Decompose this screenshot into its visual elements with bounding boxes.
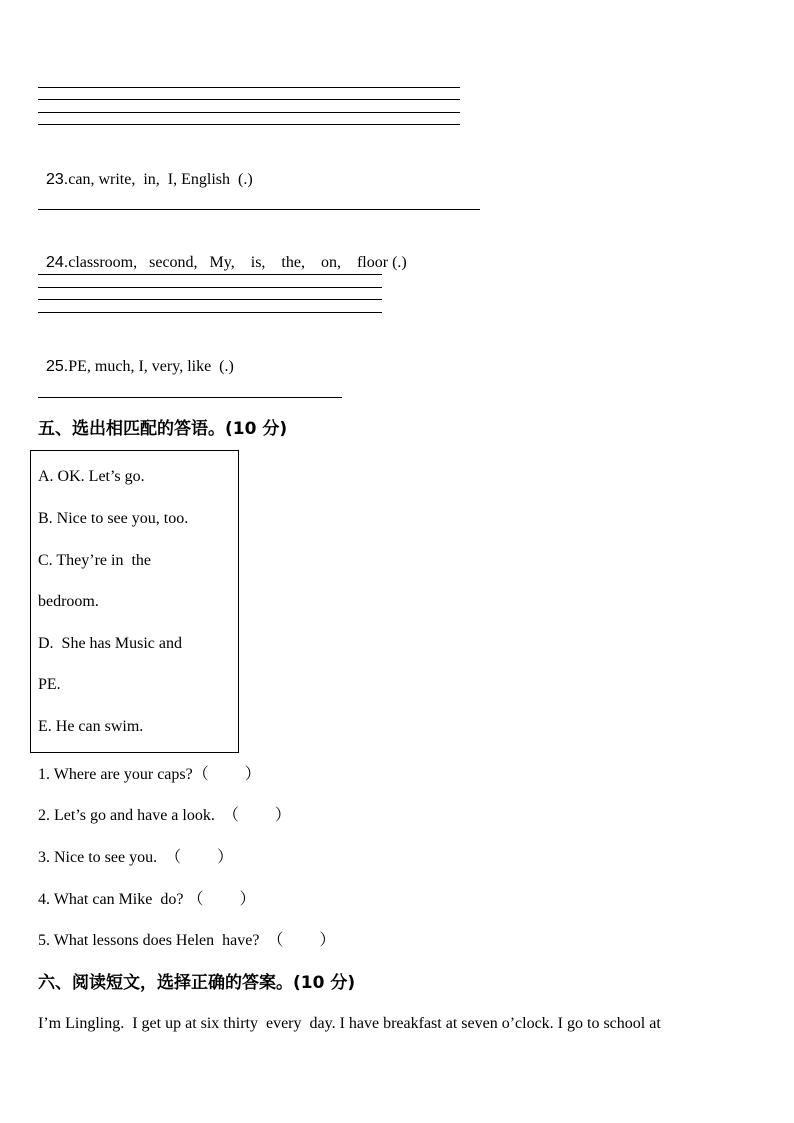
question-23 [38,150,253,190]
question-24 [38,233,407,273]
question-25 [38,337,234,377]
answer-line [38,274,382,275]
option-c-cont: bedroom. [38,593,99,610]
match-question-5: 5. What lessons does Helen have? （ ） [38,932,336,949]
question-number: 25. [46,358,69,375]
answer-line [38,99,460,100]
answer-line [38,299,382,300]
option-c: C. They’re in the [38,552,152,569]
question-text: can, write, in, I, English (.) [68,171,253,188]
answer-line [38,209,480,210]
reading-passage: I’m Lingling. I get up at six thirty every day. I have breakfast at seven o’clock. I go to school at [38,1015,661,1032]
answer-line [38,112,460,113]
answer-line [38,287,382,288]
match-question-3: 3. Nice to see you. （ ） [38,849,234,866]
section-6-heading: 六、阅读短文，选择正确的答案。(10 分) [38,973,356,993]
question-text: PE, much, I, very, like (.) [68,358,234,375]
match-question-1: 1. Where are your caps?（ ） [38,766,261,783]
option-b: B. Nice to see you, too. [38,510,189,527]
question-text: classroom, second, My, is, the, on, floor (.) [68,254,407,271]
question-number: 24. [46,254,69,271]
match-question-2: 2. Let’s go and have a look. （ ） [38,807,291,824]
answer-line [38,124,460,125]
option-d: D. She has Music and [38,635,182,652]
answer-line [38,87,460,88]
option-d-cont: PE. [38,676,61,693]
section-5-heading: 五、选出相匹配的答语。(10 分) [38,419,288,439]
question-number: 23. [46,171,69,188]
answer-line [38,312,382,313]
answer-line [38,397,342,398]
option-e: E. He can swim. [38,718,144,735]
option-a: A. OK. Let’s go. [38,468,145,485]
match-question-4: 4. What can Mike do? （ ） [38,891,256,908]
